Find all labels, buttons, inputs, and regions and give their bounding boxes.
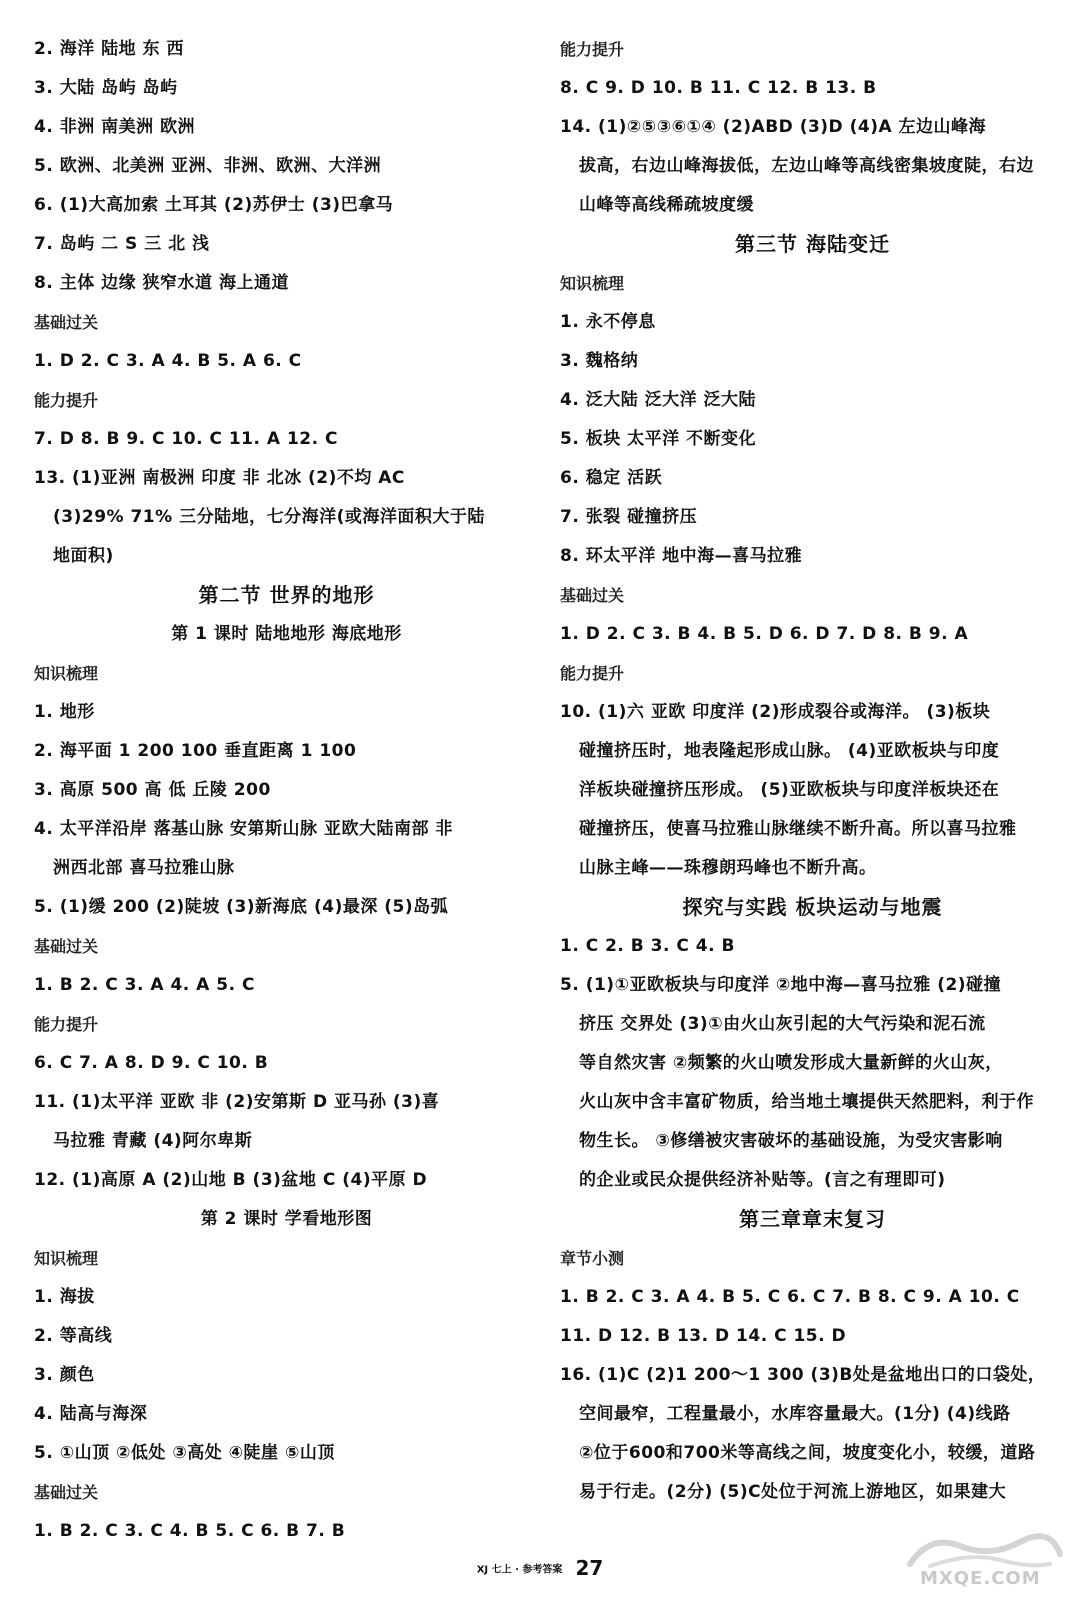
answer-continuation: 山峰等高线稀疏坡度缓 [579, 195, 754, 215]
answer-line: 8. 主体 边缘 狭窄水道 海上通道 [34, 273, 289, 293]
answer-continuation: 洋板块碰撞挤压形成。 (5)亚欧板块与印度洋板块还在 [579, 780, 1000, 800]
right-column [560, 30, 1065, 1512]
answer-line: 3. 颜色 [34, 1365, 95, 1385]
answer-line: 11. D 12. B 13. D 14. C 15. D [560, 1326, 847, 1346]
answer-continuation: 物生长。 ③修缮被灾害破坏的基础设施，为受灾害影响 [579, 1131, 1003, 1151]
answer-continuation: 洲西北部 喜马拉雅山脉 [53, 858, 235, 878]
answer-line: 7. 岛屿 二 S 三 北 浅 [34, 234, 210, 254]
answer-continuation: 山脉主峰——珠穆朗玛峰也不断升高。 [579, 858, 877, 878]
answer-line: 1. B 2. C 3. A 4. B 5. C 6. C 7. B 8. C 9. A 10. C [560, 1287, 1020, 1307]
section-heading: 基础过关 [560, 586, 625, 605]
answer-continuation: 碰撞挤压时，地表隆起形成山脉。 (4)亚欧板块与印度 [579, 741, 1000, 761]
answer-continuation: 地面积) [53, 546, 114, 566]
answer-line: 3. 高原 500 高 低 丘陵 200 [34, 780, 271, 800]
answer-line: 2. 海平面 1 200 100 垂直距离 1 100 [34, 741, 357, 761]
answer-line: 7. D 8. B 9. C 10. C 11. A 12. C [34, 429, 338, 449]
section-heading: 基础过关 [34, 313, 99, 332]
answer-line: 1. B 2. C 3. A 4. A 5. C [34, 975, 255, 995]
answer-continuation: 的企业或民众提供经济补贴等。(言之有理即可) [579, 1170, 946, 1190]
answer-line: 12. (1)高原 A (2)山地 B (3)盆地 C (4)平原 D [34, 1170, 428, 1190]
section-heading: 知识梳理 [34, 1249, 99, 1268]
section-title: 第三节 海陆变迁 [735, 232, 890, 256]
answer-continuation: 挤压 交界处 (3)①由火山灰引起的大气污染和泥石流 [579, 1014, 986, 1034]
page-number: 27 [575, 1556, 604, 1580]
answer-line: 5. 板块 太平洋 不断变化 [560, 429, 757, 449]
section-heading: 能力提升 [34, 1015, 99, 1034]
section-title: 第三章章末复习 [739, 1207, 886, 1231]
answer-line: 3. 魏格纳 [560, 351, 639, 371]
answer-line: 16. (1)C (2)1 200～1 300 (3)B处是盆地出口的口袋处， [560, 1365, 1046, 1385]
section-title: 第二节 世界的地形 [198, 583, 375, 607]
answer-continuation: ②位于600和700米等高线之间，坡度变化小，较缓，道路 [579, 1443, 1036, 1463]
answer-continuation: 易于行走。(2分) (5)C处位于河流上游地区，如果建大 [579, 1482, 1007, 1502]
answer-line: 7. 张裂 碰撞挤压 [560, 507, 698, 527]
answer-continuation: 火山灰中含丰富矿物质，给当地土壤提供天然肥料，利于作 [579, 1092, 1034, 1112]
answer-continuation: 空间最窄，工程量最小，水库容量最大。(1分) (4)线路 [579, 1404, 1011, 1424]
answer-line: 1. D 2. C 3. A 4. B 5. A 6. C [34, 351, 302, 371]
answer-line: 13. (1)亚洲 南极洲 印度 非 北冰 (2)不均 AC [34, 468, 405, 488]
answer-continuation: 等自然灾害 ②频繁的火山喷发形成大量新鲜的火山灰， [579, 1053, 1003, 1073]
answer-line: 4. 陆高与海深 [34, 1404, 148, 1424]
answer-line: 1. 永不停息 [560, 312, 656, 332]
section-heading: 知识梳理 [560, 274, 625, 293]
answer-line: 5. 欧洲、北美洲 亚洲、非洲、欧洲、大洋洲 [34, 156, 382, 176]
section-heading: 知识梳理 [34, 664, 99, 683]
watermark-logo-icon [900, 1524, 1070, 1572]
left-column [34, 30, 539, 1551]
answer-line: 5. (1)①亚欧板块与印度洋 ②地中海—喜马拉雅 (2)碰撞 [560, 975, 1002, 995]
section-heading: 基础过关 [34, 937, 99, 956]
answer-line: 6. C 7. A 8. D 9. C 10. B [34, 1053, 269, 1073]
section-title: 探究与实践 板块运动与地震 [682, 895, 943, 919]
answer-line: 1. 地形 [34, 702, 95, 722]
lesson-subtitle: 第 2 课时 学看地形图 [200, 1209, 373, 1229]
answer-line: 6. 稳定 活跃 [560, 468, 663, 488]
answer-line: 1. B 2. C 3. C 4. B 5. C 6. B 7. B [34, 1521, 346, 1541]
answer-continuation: 马拉雅 青藏 (4)阿尔卑斯 [53, 1131, 253, 1151]
answer-line: 1. C 2. B 3. C 4. B [560, 936, 735, 956]
answer-continuation: (3)29% 71% 三分陆地，七分海洋(或海洋面积大于陆 [53, 507, 485, 527]
answer-continuation: 拔高，右边山峰海拔低，左边山峰等高线密集坡度陡，右边 [579, 156, 1034, 176]
answer-line: 4. 太平洋沿岸 落基山脉 安第斯山脉 亚欧大陆南部 非 [34, 819, 453, 839]
answer-line: 1. 海拔 [34, 1287, 95, 1307]
answer-continuation: 碰撞挤压，使喜马拉雅山脉继续不断升高。所以喜马拉雅 [579, 819, 1017, 839]
answer-line: 10. (1)六 亚欧 印度洋 (2)形成裂谷或海洋。 (3)板块 [560, 702, 991, 722]
watermark-text: MXQE.COM [920, 1568, 1041, 1589]
section-heading: 能力提升 [560, 664, 625, 683]
answer-line: 5. (1)缓 200 (2)陡坡 (3)新海底 (4)最深 (5)岛弧 [34, 897, 449, 917]
answer-line: 2. 等高线 [34, 1326, 113, 1346]
answer-line: 5. ①山顶 ②低处 ③高处 ④陡崖 ⑤山顶 [34, 1443, 335, 1463]
answer-line: 4. 泛大陆 泛大洋 泛大陆 [560, 390, 757, 410]
section-heading: 能力提升 [560, 40, 625, 59]
section-heading: 基础过关 [34, 1483, 99, 1502]
section-heading: 章节小测 [560, 1249, 625, 1268]
answer-line: 1. D 2. C 3. B 4. B 5. D 6. D 7. D 8. B 9. A [560, 624, 969, 644]
answer-line: 11. (1)太平洋 亚欧 非 (2)安第斯 D 亚马孙 (3)喜 [34, 1092, 440, 1112]
answer-line: 4. 非洲 南美洲 欧洲 [34, 117, 196, 137]
lesson-subtitle: 第 1 课时 陆地地形 海底地形 [171, 624, 402, 644]
answer-line: 14. (1)②⑤③⑥①④ (2)ABD (3)D (4)A 左边山峰海 [560, 117, 987, 137]
answer-line: 6. (1)大高加索 土耳其 (2)苏伊士 (3)巴拿马 [34, 195, 394, 215]
answer-line: 8. 环太平洋 地中海—喜马拉雅 [560, 546, 803, 566]
watermark [900, 1524, 1070, 1594]
answer-line: 2. 海洋 陆地 东 西 [34, 39, 184, 59]
answer-line: 3. 大陆 岛屿 岛屿 [34, 78, 178, 98]
footer-label: XJ 七上 · 参考答案 [476, 1564, 563, 1576]
section-heading: 能力提升 [34, 391, 99, 410]
answer-line: 8. C 9. D 10. B 11. C 12. B 13. B [560, 78, 877, 98]
